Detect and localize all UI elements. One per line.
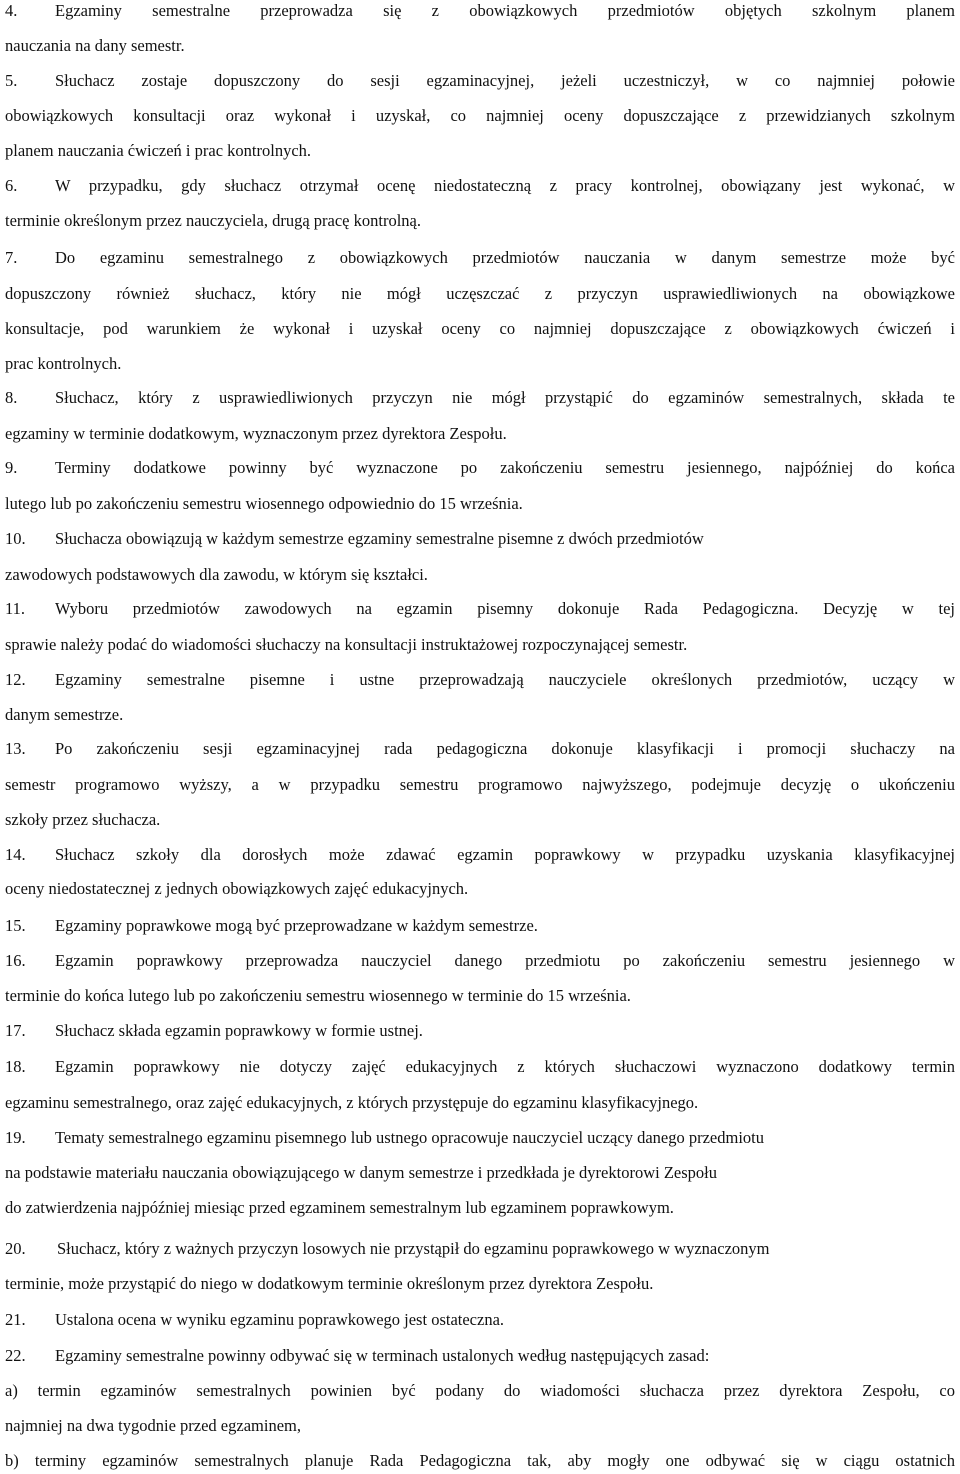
paragraph-15-line-1 <box>5 915 955 937</box>
paragraph-16-line-2: terminie do końca lutego lub po zakończeniu semestru wiosennego w terminie do 15 września. <box>5 986 631 1005</box>
paragraph-number: 5. <box>5 71 18 90</box>
paragraph-19-line-3: do zatwierdzenia najpóźniej miesiąc przed egzaminem semestralnym lub egzaminem poprawkowym. <box>5 1198 674 1217</box>
subpoint-a-line-2: najmniej na dwa tygodnie przed egzaminem, <box>5 1416 301 1435</box>
paragraph-number: 10. <box>5 529 26 548</box>
paragraph-text: Po zakończeniu sesji egzaminacyjnej rada pedagogiczna dokonuje klasyfikacji i promocji słuchaczy na <box>55 739 955 758</box>
paragraph-text: Słuchacz szkoły dla dorosłych może zdawać egzamin poprawkowy w przypadku uzyskania klasyfikacyjnej <box>55 845 955 864</box>
paragraph-number: 19. <box>5 1128 26 1147</box>
paragraph-number: 14. <box>5 845 26 864</box>
paragraph-number: 16. <box>5 951 26 970</box>
paragraph-number: 4. <box>5 1 18 20</box>
paragraph-text: Słuchacza obowiązują w każdym semestrze egzaminy semestralne pisemne z dwóch przedmiotów <box>55 529 704 548</box>
paragraph-text: Egzaminy semestralne powinny odbywać się w terminach ustalonych według następujących zasad: <box>55 1346 710 1365</box>
paragraph-14-line-2: oceny niedostatecznej z jednych obowiązkowych zajęć edukacyjnych. <box>5 879 469 898</box>
paragraph-number: 21. <box>5 1310 26 1329</box>
paragraph-number: 9. <box>5 458 18 477</box>
paragraph-8-line-2: egzaminy w terminie dodatkowym, wyznaczonym przez dyrektora Zespołu. <box>5 424 507 443</box>
paragraph-19-line-2: na podstawie materiału nauczania obowiązującego w danym semestrze i przedkłada je dyrektorowi Zespołu <box>5 1163 717 1182</box>
paragraph-7-line-3: konsultacje, pod warunkiem że wykonał i uzyskał oceny co najmniej dopuszczające z obowiązkowych ćwiczeń i <box>5 319 955 338</box>
paragraph-text: Egzaminy poprawkowe mogą być przeprowadzane w każdym semestrze. <box>55 916 538 935</box>
paragraph-10-line-2: zawodowych podstawowych dla zawodu, w którym się kształci. <box>5 565 428 584</box>
paragraph-18-line-1 <box>5 1056 955 1078</box>
paragraph-9-line-1 <box>5 457 955 479</box>
paragraph-11-line-1 <box>5 598 955 620</box>
subpoint-a-line-1: a) termin egzaminów semestralnych powinien być podany do wiadomości słuchacza przez dyrektora Zespołu, co <box>5 1381 955 1400</box>
paragraph-text: Słuchacz, który z usprawiedliwionych przyczyn nie mógł przystąpić do egzaminów semestralnych, składa te <box>55 388 955 407</box>
paragraph-text: Egzaminy semestralne pisemne i ustne przeprowadzają nauczyciele określonych przedmiotów, uczący w <box>55 670 955 689</box>
paragraph-number: 7. <box>5 248 18 267</box>
paragraph-text: W przypadku, gdy słuchacz otrzymał ocenę niedostateczną z pracy kontrolnej, obowiązany jest wykonać, w <box>55 176 955 195</box>
paragraph-13-line-3: szkoły przez słuchacza. <box>5 810 161 829</box>
paragraph-8-line-1 <box>5 387 955 409</box>
paragraph-12-line-2: danym semestrze. <box>5 705 124 724</box>
paragraph-14-line-1 <box>5 844 955 866</box>
paragraph-6-line-1 <box>5 175 955 197</box>
paragraph-number: 15. <box>5 916 26 935</box>
paragraph-17-line-1 <box>5 1020 955 1042</box>
paragraph-text: Słuchacz składa egzamin poprawkowy w formie ustnej. <box>55 1021 423 1040</box>
paragraph-18-line-2: egzaminu semestralnego, oraz zajęć edukacyjnych, z których przystępuje do egzaminu klasyfikacyjnego. <box>5 1093 699 1112</box>
paragraph-5-line-3: planem nauczania ćwiczeń i prac kontrolnych. <box>5 141 312 160</box>
paragraph-20-line-1 <box>5 1238 955 1260</box>
paragraph-20-line-2: terminie, może przystąpić do niego w dodatkowym terminie określonym przez dyrektora Zespołu. <box>5 1274 654 1293</box>
paragraph-22-line-1 <box>5 1345 955 1367</box>
paragraph-number: 8. <box>5 388 18 407</box>
paragraph-text: Wyboru przedmiotów zawodowych na egzamin pisemny dokonuje Rada Pedagogiczna. Decyzję w tej <box>55 599 955 618</box>
paragraph-number: 11. <box>5 599 26 618</box>
paragraph-4-line-2: nauczania na dany semestr. <box>5 36 185 55</box>
paragraph-text: Ustalona ocena w wyniku egzaminu poprawkowego jest ostateczna. <box>55 1310 505 1329</box>
paragraph-7-line-1 <box>5 247 955 269</box>
paragraph-11-line-2: sprawie należy podać do wiadomości słuchaczy na konsultacji instruktażowej rozpoczynającej semestr. <box>5 635 688 654</box>
paragraph-5-line-2: obowiązkowych konsultacji oraz wykonał i uzyskał, co najmniej oceny dopuszczające z przewidzianych szkolnym <box>5 106 955 125</box>
paragraph-text: Do egzaminu semestralnego z obowiązkowych przedmiotów nauczania w danym semestrze może być <box>55 248 955 267</box>
paragraph-text: Tematy semestralnego egzaminu pisemnego lub ustnego opracowuje nauczyciel uczący danego przedmiotu <box>55 1128 765 1147</box>
paragraph-6-line-2: terminie określonym przez nauczyciela, drugą pracę kontrolną. <box>5 211 421 230</box>
paragraph-7-line-2: dopuszczony również słuchacz, który nie mógł uczęszczać z przyczyn usprawiedliwionych na obowiązkowe <box>5 284 955 303</box>
paragraph-21-line-1 <box>5 1309 955 1331</box>
paragraph-7-line-4: prac kontrolnych. <box>5 354 122 373</box>
paragraph-number: 22. <box>5 1346 26 1365</box>
paragraph-text: Egzaminy semestralne przeprowadza się z obowiązkowych przedmiotów objętych szkolnym planem <box>55 1 955 20</box>
paragraph-4-line-1 <box>5 0 955 22</box>
paragraph-number: 6. <box>5 176 18 195</box>
paragraph-text: Egzamin poprawkowy przeprowadza nauczyciel danego przedmiotu po zakończeniu semestru jesiennego w <box>55 951 955 970</box>
paragraph-text: Terminy dodatkowe powinny być wyznaczone po zakończeniu semestru jesiennego, najpóźniej do końca <box>55 458 955 477</box>
paragraph-text: Egzamin poprawkowy nie dotyczy zajęć edukacyjnych z których słuchaczowi wyznaczono dodatkowy termin <box>55 1057 955 1076</box>
paragraph-10-line-1 <box>5 528 955 550</box>
paragraph-13-line-1 <box>5 738 955 760</box>
paragraph-number: 20. <box>5 1239 26 1258</box>
paragraph-number: 13. <box>5 739 26 758</box>
paragraph-12-line-1 <box>5 669 955 691</box>
paragraph-text: Słuchacz zostaje dopuszczony do sesji egzaminacyjnej, jeżeli uczestniczył, w co najmniej połowie <box>55 71 955 90</box>
paragraph-text: Słuchacz, który z ważnych przyczyn losowych nie przystąpił do egzaminu poprawkowego w wyznaczonym <box>57 1239 770 1258</box>
subpoint-b-line-1: b) terminy egzaminów semestralnych planuje Rada Pedagogiczna tak, aby mogły one odbywać się w ciągu ostatnich <box>5 1451 955 1470</box>
paragraph-number: 17. <box>5 1021 26 1040</box>
paragraph-5-line-1 <box>5 70 955 92</box>
paragraph-13-line-2: semestr programowo wyższy, a w przypadku semestru programowo najwyższego, podejmuje decyzję o ukończeniu <box>5 775 955 794</box>
paragraph-9-line-2: lutego lub po zakończeniu semestru wiosennego odpowiednio do 15 września. <box>5 494 523 513</box>
paragraph-16-line-1 <box>5 950 955 972</box>
paragraph-19-line-1 <box>5 1127 955 1149</box>
paragraph-number: 12. <box>5 670 26 689</box>
paragraph-number: 18. <box>5 1057 26 1076</box>
